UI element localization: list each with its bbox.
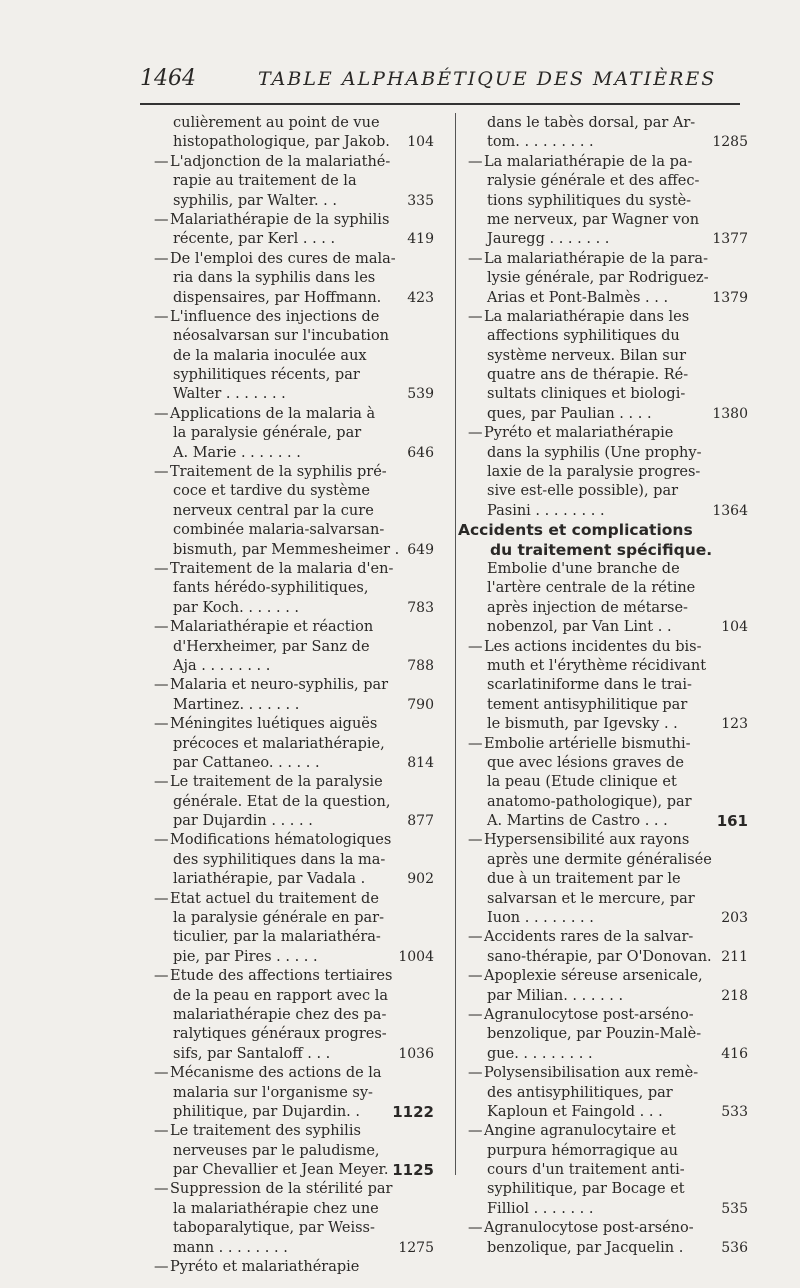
index-entry	[454, 424, 754, 521]
entry-line: laxie de la paralysie progres-	[487, 464, 701, 481]
entry-dash: —	[154, 405, 169, 422]
entry-line: Pasini . . . . . . . .	[487, 502, 605, 519]
entry-line: ralytiques généraux progres-	[173, 1026, 387, 1043]
index-entry	[454, 308, 754, 424]
entry-page-number: 419	[407, 231, 434, 248]
entry-line: tement antisyphilitique par	[487, 696, 688, 713]
entry-line: gue. . . . . . . . .	[487, 1045, 593, 1062]
entry-dash: —	[154, 677, 169, 694]
entry-page-number: 649	[407, 541, 434, 558]
entry-dash: —	[154, 832, 169, 849]
section-heading-line: du traitement spécifique.	[490, 540, 713, 559]
entry-page-number: 533	[721, 1103, 748, 1120]
entry-dash: —	[154, 716, 169, 733]
entry-line: sano-thérapie, par O'Donovan.	[487, 948, 712, 965]
entry-page-number: 218	[721, 987, 748, 1004]
entry-dash: —	[154, 619, 169, 636]
index-entry	[140, 773, 440, 831]
index-entry	[140, 250, 440, 308]
entry-line: Filliol . . . . . . .	[487, 1200, 594, 1217]
entry-first-line: — La malariathérapie de la para-	[454, 250, 754, 269]
entry-line: tions syphilitiques du systè-	[487, 192, 692, 209]
entry-page-number: 104	[721, 619, 748, 636]
entry-dash: —	[468, 1006, 483, 1023]
entry-dash: —	[468, 832, 483, 849]
entry-first-line: — Apoplexie séreuse arsenicale,	[454, 967, 754, 986]
entry-line: benzolique, par Pouzin-Malè-	[487, 1026, 702, 1043]
entry-page-number: 335	[407, 192, 434, 209]
entry-page-number: 1380	[712, 405, 748, 422]
index-entry	[140, 890, 440, 968]
entry-dash: —	[154, 308, 169, 325]
entry-first-line: — Pyréto et malariathérapie	[454, 424, 754, 443]
entry-line: malaria sur l'organisme sy-	[173, 1084, 373, 1101]
entry-line: après injection de métarse-	[487, 599, 688, 616]
entry-line: la malariathérapie chez une	[173, 1200, 379, 1217]
entry-line: la peau (Etude clinique et	[487, 774, 677, 791]
entry-dash: —	[468, 929, 483, 946]
index-entry	[140, 618, 440, 676]
entry-line: syphilis, par Walter. . .	[173, 192, 338, 209]
entry-line: malariathérapie chez des pa-	[173, 1006, 387, 1023]
entry-first-line: — Agranulocytose post-arséno-	[454, 1219, 754, 1238]
entry-line: lariathérapie, par Vadala .	[173, 871, 366, 888]
entry-line: ques, par Paulian . . . .	[487, 405, 652, 422]
entry-line: Embolie d'une branche de	[487, 560, 680, 577]
index-entry	[454, 114, 754, 153]
entry-line: lysie générale, par Rodriguez-	[487, 270, 709, 287]
index-entry	[140, 1180, 440, 1258]
entry-line: rapie au traitement de la	[173, 173, 357, 190]
entry-line: culièrement au point de vue	[173, 115, 380, 131]
entry-page-number: 123	[721, 716, 748, 733]
index-entry	[140, 1258, 440, 1277]
entry-line: système nerveux. Bilan sur	[487, 347, 687, 364]
entry-line: l'artère centrale de la rétine	[487, 580, 696, 597]
entry-page-number: 788	[407, 657, 434, 674]
entry-first-line: — Etude des affections tertiaires	[140, 967, 440, 986]
entry-dash: —	[154, 890, 169, 907]
entry-line: purpura hémorragique au	[487, 1142, 678, 1159]
entry-first-line: — Accidents rares de la salvar-	[454, 928, 754, 947]
entry-line: due à un traitement par le	[487, 871, 681, 888]
entry-line: taboparalytique, par Weiss-	[173, 1220, 375, 1237]
entry-dash: —	[154, 774, 169, 791]
entry-line: générale. Etat de la question,	[173, 793, 391, 810]
entry-dash: —	[154, 1259, 169, 1276]
entry-dash: —	[154, 1181, 169, 1198]
entry-page-number: 1125	[392, 1161, 434, 1180]
entry-first-line: — Pyréto et malariathérapie	[140, 1258, 440, 1277]
entry-first-line: — Modifications hématologiques	[140, 831, 440, 850]
entry-dash: —	[154, 250, 169, 267]
entry-first-line: — Traitement de la syphilis pré-	[140, 463, 440, 482]
entry-line: par Chevallier et Jean Meyer.	[173, 1162, 389, 1179]
entry-line: anatomo-pathologique), par	[487, 793, 692, 810]
entry-page-number: 539	[407, 386, 434, 403]
entry-dash: —	[154, 560, 169, 577]
entry-line: ralysie générale et des affec-	[487, 173, 700, 190]
entry-first-line: — Les actions incidentes du bis-	[454, 638, 754, 657]
entry-line: quatre ans de thérapie. Ré-	[487, 367, 689, 384]
index-entry	[140, 463, 440, 560]
entry-line: d'Herxheimer, par Sanz de	[173, 638, 370, 655]
entry-line: par Cattaneo. . . . . .	[173, 754, 320, 771]
entry-line: dans la syphilis (Une prophy-	[487, 444, 702, 461]
entry-page-number: 1285	[712, 134, 748, 151]
entry-line: scarlatiniforme dans le trai-	[487, 677, 692, 694]
entry-first-line: — Hypersensibilité aux rayons	[454, 831, 754, 850]
index-entry	[454, 560, 754, 638]
entry-page-number: 1364	[712, 502, 748, 519]
entry-first-line: — Le traitement des syphilis	[140, 1122, 440, 1141]
index-entry	[140, 715, 440, 773]
index-entry	[454, 638, 754, 735]
entry-line: néosalvarsan sur l'incubation	[173, 328, 390, 345]
entry-dash: —	[154, 968, 169, 985]
entry-line: la paralysie générale, par	[173, 425, 362, 442]
entry-line: philitique, par Dujardin. .	[173, 1103, 361, 1120]
entry-first-line: — Mécanisme des actions de la	[140, 1064, 440, 1083]
entry-line: sifs, par Santaloff . . .	[173, 1045, 331, 1062]
entry-first-line: — Angine agranulocytaire et	[454, 1122, 754, 1141]
entry-line: Iuon . . . . . . . .	[487, 910, 594, 927]
index-entry	[454, 967, 754, 1006]
entry-first-line: — Malariathérapie et réaction	[140, 618, 440, 637]
entry-page-number: 203	[721, 910, 748, 926]
index-entry	[454, 250, 754, 308]
entry-dash: —	[468, 153, 483, 170]
entry-page-number: 416	[721, 1045, 748, 1062]
entry-page-number: 790	[407, 696, 434, 713]
entry-line: syphilitique, par Bocage et	[487, 1181, 685, 1198]
entry-dash: —	[154, 153, 169, 170]
entry-line: syphilitiques récents, par	[173, 367, 360, 384]
entry-line: ria dans la syphilis dans les	[173, 270, 376, 287]
entry-line: Walter . . . . . . .	[173, 386, 286, 403]
entry-first-line: — Le traitement de la paralysie	[140, 773, 440, 792]
entry-first-line: — Polysensibilisation aux remè-	[454, 1064, 754, 1083]
entry-dash: —	[154, 1065, 169, 1082]
entry-dash: —	[468, 968, 483, 985]
entry-first-line: — L'influence des injections de	[140, 308, 440, 327]
entry-dash: —	[468, 735, 483, 752]
entry-line: de la malaria inoculée aux	[173, 347, 367, 364]
entry-line: la paralysie générale en par-	[173, 910, 384, 927]
entry-line: après une dermite généralisée	[487, 851, 712, 868]
index-entry	[140, 676, 440, 715]
index-entry	[140, 114, 440, 153]
index-entry	[140, 1122, 440, 1180]
entry-first-line: — De l'emploi des cures de mala-	[140, 250, 440, 269]
entry-page-number: 1275	[398, 1239, 434, 1256]
entry-dash: —	[154, 1123, 169, 1140]
entry-line: Jauregg . . . . . . .	[487, 231, 610, 248]
entry-line: des syphilitiques dans la ma-	[173, 851, 386, 868]
entry-line: combinée malaria-salvarsan-	[173, 522, 385, 539]
entry-page-number: 783	[407, 599, 434, 616]
entry-page-number: 535	[721, 1200, 748, 1217]
entry-first-line: — Suppression de la stérilité par	[140, 1180, 440, 1199]
right-column	[454, 114, 754, 1258]
entry-first-line: — Malariathérapie de la syphilis	[140, 211, 440, 230]
entry-line: des antisyphilitiques, par	[487, 1084, 673, 1101]
entry-first-line: — Malaria et neuro-syphilis, par	[140, 676, 440, 695]
entry-line: Martinez. . . . . . .	[173, 696, 300, 713]
entry-first-line: — Etat actuel du traitement de	[140, 890, 440, 909]
index-entry	[140, 1064, 440, 1122]
entry-line: nerveuses par le paludisme,	[173, 1142, 380, 1159]
entry-line: A. Marie . . . . . . .	[173, 444, 301, 461]
index-entry	[454, 1006, 754, 1064]
entry-dash: —	[468, 1065, 483, 1082]
entry-line: sive est-elle possible), par	[487, 483, 679, 500]
entry-first-line: — Traitement de la malaria d'en-	[140, 560, 440, 579]
index-entry	[140, 831, 440, 889]
entry-line: fants hérédo-syphilitiques,	[173, 580, 369, 597]
entry-line: sultats cliniques et biologi-	[487, 386, 686, 403]
index-entry	[454, 153, 754, 250]
entry-dash: —	[154, 464, 169, 481]
index-entry	[454, 928, 754, 967]
entry-page-number: 1004	[398, 948, 434, 965]
entry-line: mann . . . . . . . .	[173, 1239, 288, 1256]
entry-line: tom. . . . . . . . .	[487, 134, 594, 151]
entry-line: affections syphilitiques du	[487, 328, 680, 345]
index-entry	[454, 1064, 754, 1122]
entry-first-line: — Méningites luétiques aiguës	[140, 715, 440, 734]
entry-first-line: — Embolie artérielle bismuthi-	[454, 735, 754, 754]
entry-first-line: — Applications de la malaria à	[140, 405, 440, 424]
entry-page-number: 211	[721, 948, 748, 965]
entry-line: de la peau en rapport avec la	[173, 987, 389, 1004]
entry-line: coce et tardive du système	[173, 483, 370, 500]
entry-page-number: 646	[407, 444, 434, 461]
index-entry	[140, 405, 440, 463]
entry-line: ticulier, par la malariathéra-	[173, 929, 381, 946]
entry-page-number: 1377	[712, 231, 748, 248]
entry-dash: —	[468, 250, 483, 267]
entry-page-number: 902	[407, 871, 434, 888]
entry-page-number: 814	[407, 754, 434, 771]
entry-line: benzolique, par Jacquelin .	[487, 1239, 684, 1256]
entry-page-number: 536	[721, 1239, 748, 1256]
index-entry	[140, 211, 440, 250]
entry-dash: —	[468, 308, 483, 325]
entry-line: précoces et malariathérapie,	[173, 735, 385, 752]
entry-page-number: 1122	[392, 1102, 434, 1121]
entry-dash: —	[468, 1123, 483, 1140]
entry-line: A. Martins de Castro . . .	[487, 813, 668, 830]
entry-first-line: — La malariathérapie dans les	[454, 308, 754, 327]
entry-dash: —	[468, 425, 483, 442]
entry-page-number: 877	[407, 813, 434, 830]
entry-dash: —	[468, 638, 483, 655]
entry-line: que avec lésions graves de	[487, 754, 684, 771]
entry-line: Kaploun et Faingold . . .	[487, 1103, 663, 1120]
entry-dash: —	[468, 1220, 483, 1237]
left-column	[140, 114, 440, 1277]
entry-first-line: — Agranulocytose post-arséno-	[454, 1006, 754, 1025]
index-entry	[140, 967, 440, 1064]
entry-line: bismuth, par Memmesheimer .	[173, 541, 400, 558]
entry-page-number: 1379	[712, 289, 748, 306]
entry-line: par Koch. . . . . . .	[173, 599, 300, 616]
entry-line: muth et l'érythème récidivant	[487, 657, 707, 674]
entry-page-number: 1036	[398, 1045, 434, 1062]
entry-line: Arias et Pont-Balmès . . .	[487, 289, 669, 306]
entry-line: dans le tabès dorsal, par Ar-	[487, 115, 696, 131]
header-rule	[140, 103, 740, 105]
index-entry	[454, 1219, 754, 1258]
entry-first-line: — La malariathérapie de la pa-	[454, 153, 754, 172]
entry-page-number: 423	[407, 289, 434, 306]
entry-page-number: 104	[407, 134, 434, 151]
entry-dash: —	[154, 211, 169, 228]
section-heading-line: Accidents et complications	[458, 521, 693, 540]
entry-first-line: — L'adjonction de la malariathé-	[140, 153, 440, 172]
entry-page-number: 161	[716, 812, 748, 831]
index-entry	[454, 1122, 754, 1219]
entry-line: récente, par Kerl . . . .	[173, 231, 336, 248]
entry-line: dispensaires, par Hoffmann.	[173, 289, 382, 306]
entry-line: histopathologique, par Jakob.	[173, 134, 390, 151]
entry-line: Aja . . . . . . . .	[173, 657, 271, 674]
entry-line: nerveux central par la cure	[173, 502, 374, 519]
index-entry	[454, 831, 754, 928]
page-header	[140, 62, 750, 106]
entry-line: cours d'un traitement anti-	[487, 1162, 685, 1179]
entry-line: salvarsan et le mercure, par	[487, 890, 695, 907]
section-heading	[454, 521, 754, 560]
entry-line: par Dujardin . . . . .	[173, 813, 313, 830]
index-entry	[140, 560, 440, 618]
index-entry	[454, 735, 754, 832]
entry-line: pie, par Pires . . . . .	[173, 948, 318, 965]
entry-line: par Milian. . . . . . .	[487, 987, 624, 1004]
index-entry	[140, 308, 440, 405]
entry-line: me nerveux, par Wagner von	[487, 211, 700, 228]
entry-line: le bismuth, par Igevsky . .	[487, 716, 678, 733]
index-entry	[140, 153, 440, 211]
running-title: TABLE ALPHABÉTIQUE DES MATIÈRES	[258, 68, 717, 90]
entry-line: nobenzol, par Van Lint . .	[487, 619, 672, 636]
page-number: 1464	[140, 66, 196, 91]
